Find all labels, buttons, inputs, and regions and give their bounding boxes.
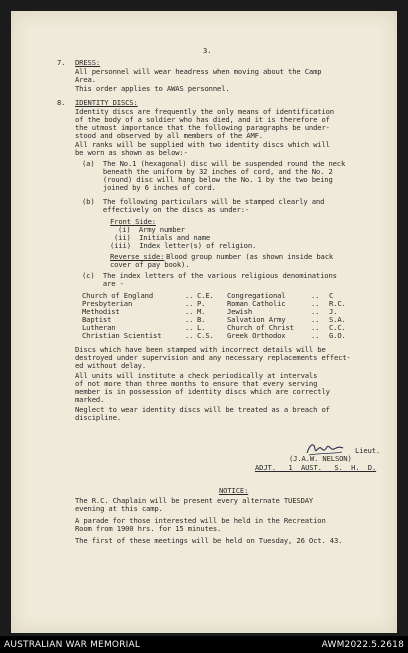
para-a-line: (a) The No.1 (hexagonal) disc will be suspended round the neck xyxy=(82,159,346,168)
notice-line: evening at this camp. xyxy=(75,504,163,513)
leader-dots: .. xyxy=(185,307,194,316)
front-side-item: (ii) Initials and name xyxy=(114,233,211,242)
religion-code: C.C. xyxy=(329,323,346,332)
signatory-title: ADJT. 1 AUST. S. H. D. xyxy=(255,463,377,472)
religion-code: C.S. xyxy=(197,331,214,340)
leader-dots: .. xyxy=(311,323,320,332)
section-7-number: 7. xyxy=(57,58,66,67)
religion-name: Congregational xyxy=(227,291,286,300)
front-side-item: (iii) Index letter(s) of religion. xyxy=(110,241,257,250)
leader-dots: .. xyxy=(185,315,194,324)
religion-name: Methodist xyxy=(82,307,120,316)
section-8-intro-line: Identity discs are frequently the only means of identification xyxy=(75,107,334,116)
leader-dots: .. xyxy=(311,299,320,308)
section-8-body-line: All units will institute a check periodically at intervals xyxy=(75,371,318,380)
section-8-body-line: marked. xyxy=(75,395,105,404)
section-7-line: This order applies to AWAS personnel. xyxy=(75,84,230,93)
front-side-label: Front Side: xyxy=(110,217,156,226)
religion-code: C xyxy=(329,291,334,300)
religion-name: Greek Orthodox xyxy=(227,331,286,340)
section-8-intro-line: the utmost importance that the following paragraphs be under- xyxy=(75,123,330,132)
religion-code: B. xyxy=(197,315,206,324)
religion-code: G.O. xyxy=(329,331,346,340)
section-8-body-line: destroyed under supervision and any necessary replacements effect- xyxy=(75,353,351,362)
signatory-rank: Lieut. xyxy=(355,446,381,455)
leader-dots: .. xyxy=(311,331,320,340)
para-a-line: beneath the uniform by 32 inches of cord, and the No. 2 xyxy=(82,167,333,176)
leader-dots: .. xyxy=(311,315,320,324)
notice-line: Room from 1900 hrs. for 15 minutes. xyxy=(75,524,222,533)
section-8-body-line: discipline. xyxy=(75,413,121,422)
section-7-line: Area. xyxy=(75,75,96,84)
section-8-intro-line: of the body of a soldier who has died, and it is therefore of xyxy=(75,115,330,124)
leader-dots: .. xyxy=(185,323,194,332)
religion-name: Lutheran xyxy=(82,323,116,332)
notice-line: The first of these meetings will be held on Tuesday, 26 Oct. 43. xyxy=(75,536,343,545)
religion-name: Salvation Army xyxy=(227,315,286,324)
section-8-heading: IDENTITY DISCS: xyxy=(75,98,138,107)
para-c-line: (c) The index letters of the various religious denominations xyxy=(82,271,337,280)
section-8-body-line: of not more than three months to ensure that every serving xyxy=(75,379,318,388)
religion-name: Church of England xyxy=(82,291,154,300)
religion-name: Jewish xyxy=(227,307,253,316)
leader-dots: .. xyxy=(185,299,194,308)
section-8-intro-line: All ranks will be supplied with two identity discs which will xyxy=(75,140,330,149)
leader-dots: .. xyxy=(185,291,194,300)
archive-footer xyxy=(0,636,408,653)
religion-code: P. xyxy=(197,299,206,308)
reverse-side-text: Blood group number (as shown inside back xyxy=(166,252,334,261)
signatory-name: (J.A.W. NELSON) xyxy=(289,454,352,463)
religion-name: Roman Catholic xyxy=(227,299,286,308)
section-8-body-line: member is in possession of identity discs which are correctly xyxy=(75,387,330,396)
para-b-line: effectively on the discs as under:- xyxy=(82,205,250,214)
leader-dots: .. xyxy=(185,331,194,340)
notice-heading: NOTICE: xyxy=(219,486,249,495)
religion-name: Christian Scientist xyxy=(82,331,162,340)
reverse-side-label: Reverse side: xyxy=(110,252,165,261)
religion-name: Church of Christ xyxy=(227,323,294,332)
para-a-line: (round) disc will hang below the No. 1 by the two being xyxy=(82,175,333,184)
leader-dots: .. xyxy=(311,307,320,316)
leader-dots: .. xyxy=(311,291,320,300)
religion-code: C.E. xyxy=(197,291,214,300)
religion-code: M. xyxy=(197,307,206,316)
religion-name: Presbyterian xyxy=(82,299,133,308)
section-8-intro-line: be worn as shown as below:- xyxy=(75,148,188,157)
notice-line: The R.C. Chaplain will be present every alternate TUESDAY xyxy=(75,496,314,505)
reverse-side-text: cover of pay book). xyxy=(110,260,190,269)
section-8-body-line: ed without delay. xyxy=(75,361,147,370)
page-number: 3. xyxy=(203,46,212,55)
front-side-item: (i) Army number xyxy=(118,225,185,234)
section-8-intro-line: stood and observed by all members of the AMF. xyxy=(75,131,263,140)
religion-code: S.A. xyxy=(329,315,346,324)
religion-code: R.C. xyxy=(329,299,346,308)
para-b-line: (b) The following particulars will be stamped clearly and xyxy=(82,197,325,206)
section-7-line: All personnel will wear headress when moving about the Camp xyxy=(75,67,322,76)
religion-code: L. xyxy=(197,323,206,332)
notice-line: A parade for those interested will be held in the Recreation xyxy=(75,516,326,525)
section-7-heading: DRESS: xyxy=(75,58,101,67)
religion-name: Baptist xyxy=(82,315,112,324)
para-a-line: joined by 6 inches of cord. xyxy=(82,183,216,192)
section-8-body-line: Neglect to wear identity discs will be treated as a breach of xyxy=(75,405,330,414)
footer-source: AUSTRALIAN WAR MEMORIAL xyxy=(4,640,141,650)
section-8-number: 8. xyxy=(57,98,66,107)
para-c-line: are - xyxy=(82,279,124,288)
religion-code: J. xyxy=(329,307,338,316)
document-page xyxy=(11,11,397,633)
section-8-body-line: Discs which have been stamped with incorrect details will be xyxy=(75,345,326,354)
footer-reference: AWM2022.5.2618 xyxy=(321,640,404,650)
